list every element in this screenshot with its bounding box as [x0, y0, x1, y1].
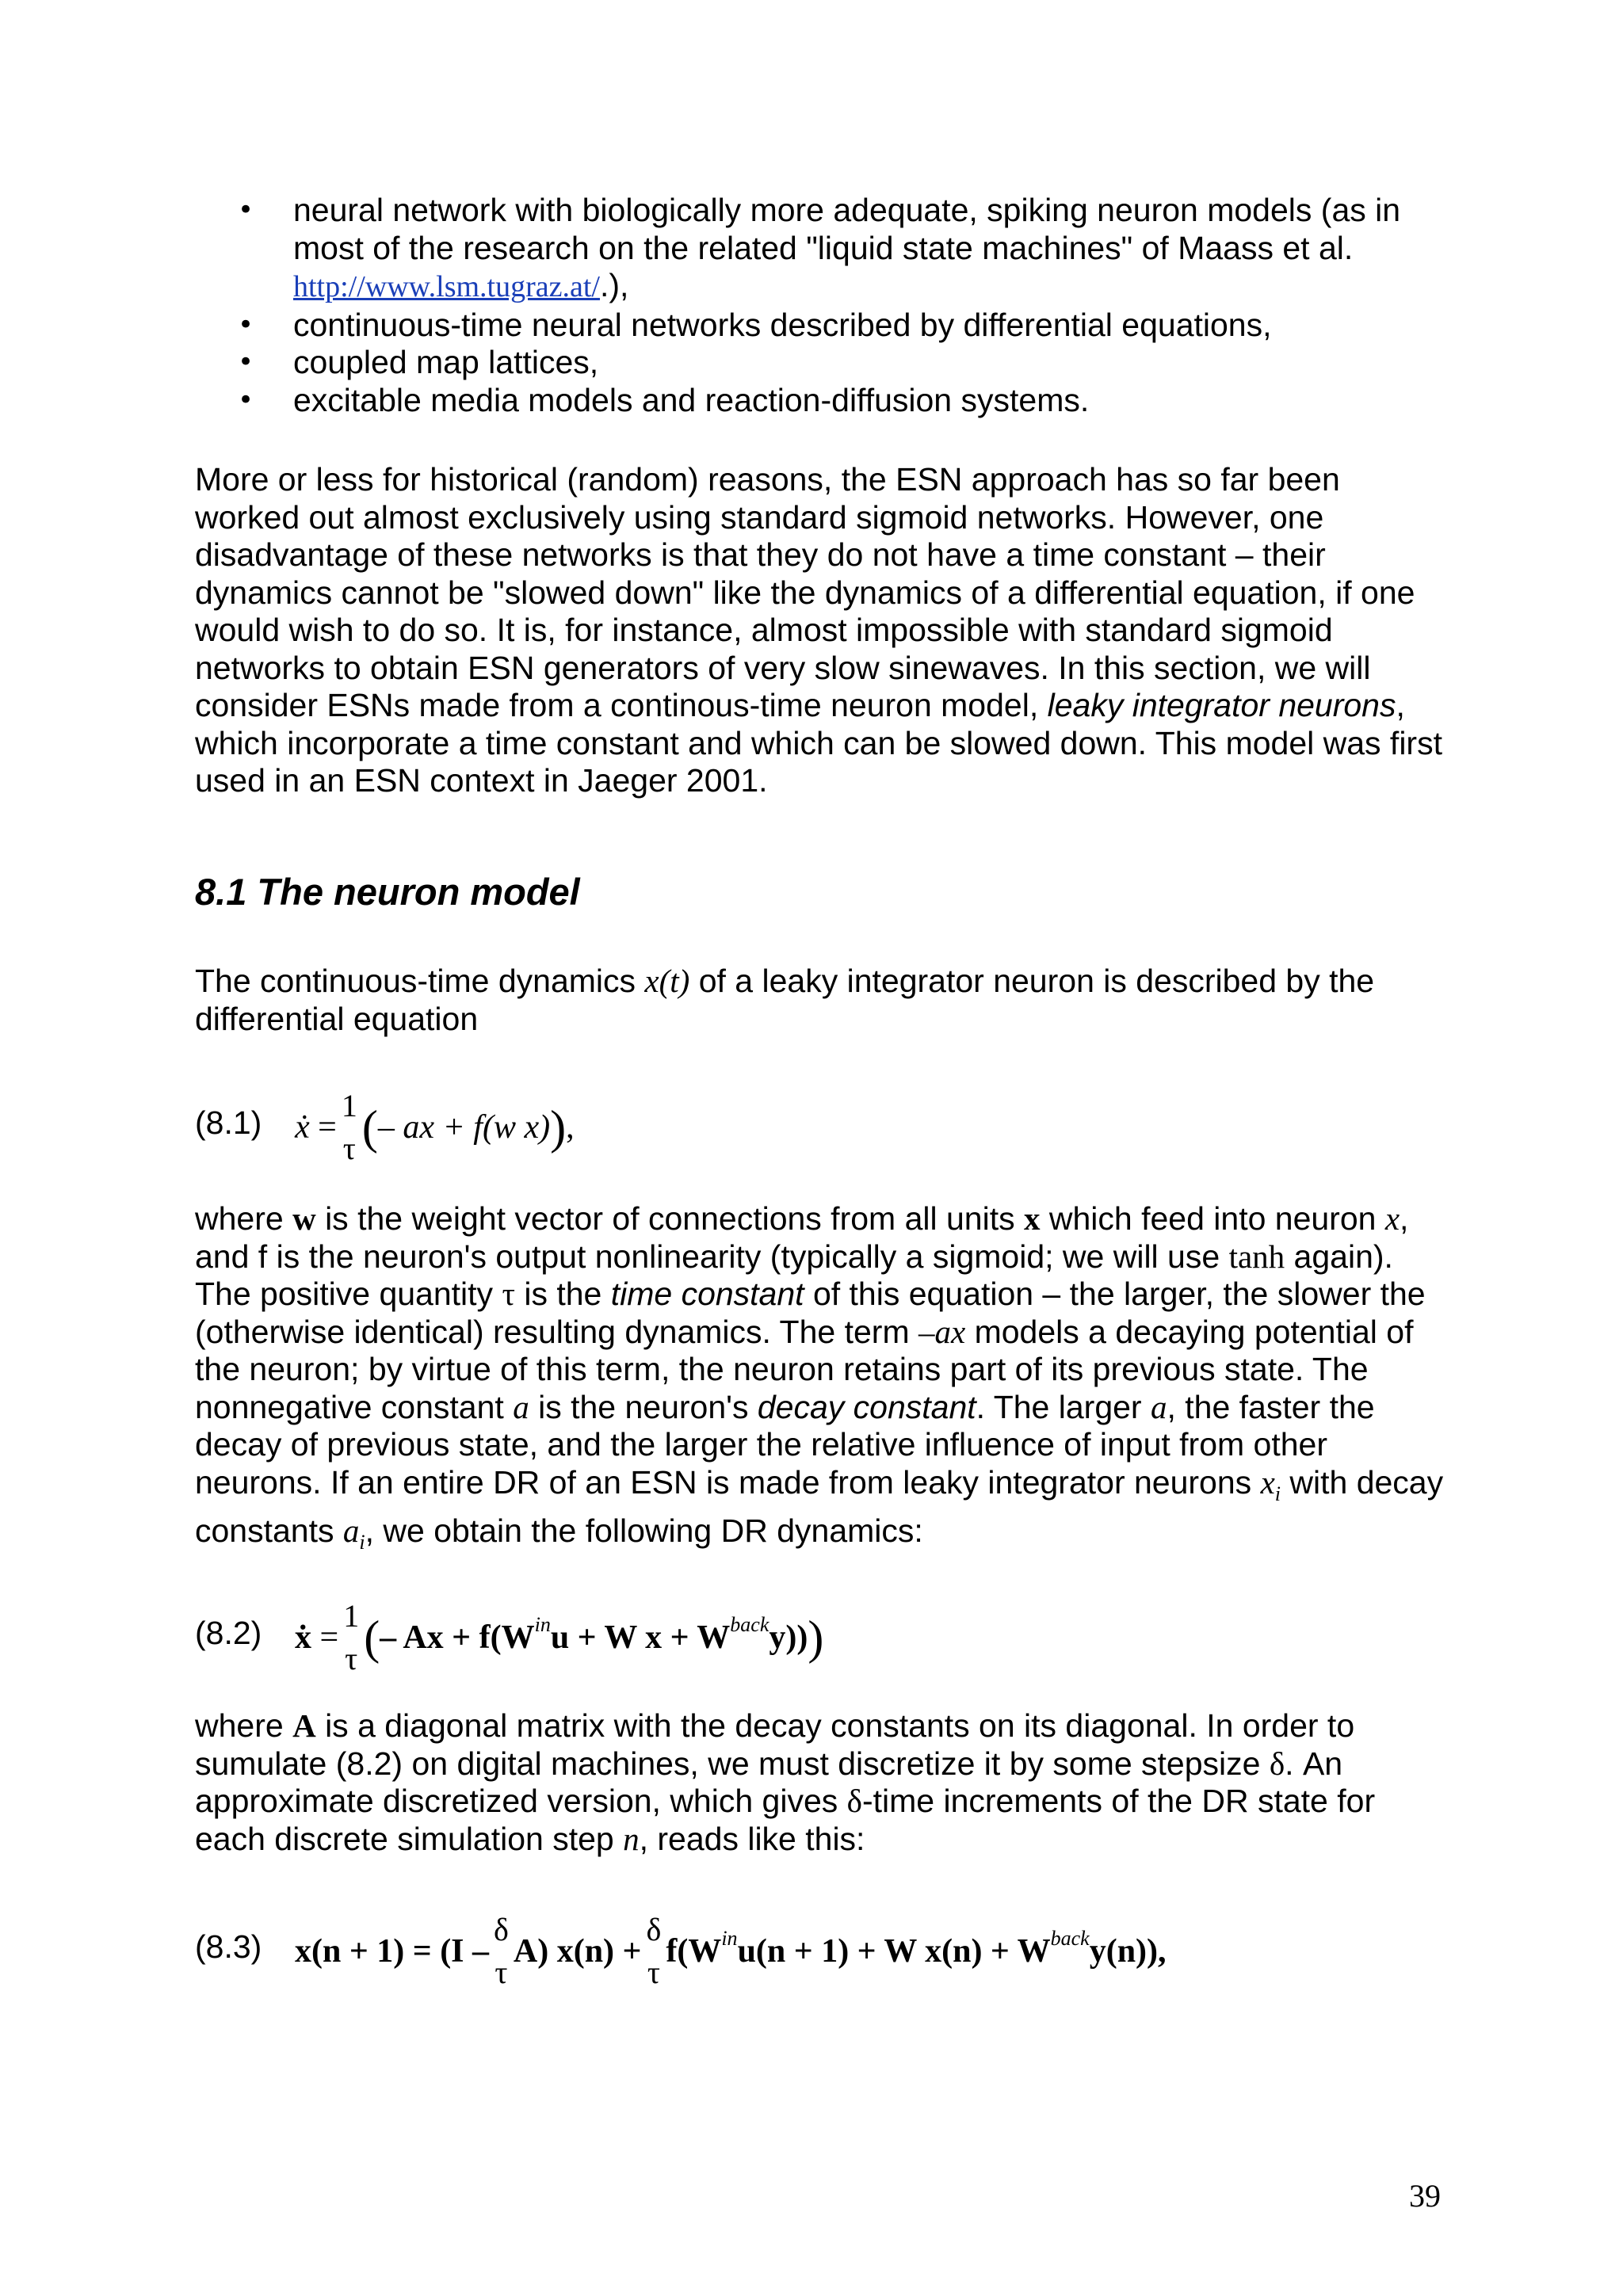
paragraph-historical [195, 461, 1447, 800]
equation-8-2 [195, 1586, 1447, 1689]
list-item [238, 307, 1442, 345]
bullet-icon: • [238, 194, 254, 226]
equation-number: (8.1) [195, 1104, 262, 1141]
bullet-icon: • [238, 346, 254, 378]
math-symbol: ẋ [295, 1109, 310, 1146]
page-number: 39 [1409, 2178, 1441, 2214]
fraction: δ τ [646, 1912, 662, 1990]
text-run: The continuous-time dynamics [195, 963, 645, 999]
math-symbol: = [318, 1109, 337, 1146]
equation-body: ẋ = 1 τ ( – ax + f(w x) ) , [295, 1088, 575, 1166]
paragraph-dynamics [195, 963, 1447, 1038]
equation-body: ẋ = 1 τ ( – Ax + f(W in u + W x + W back y)) ) [295, 1598, 824, 1676]
equation-number: (8.2) [195, 1615, 262, 1651]
list-item [238, 382, 1442, 420]
bullet-list [238, 192, 1442, 419]
bullet-text: continuous-time neural networks described by differential equations, [293, 306, 1272, 343]
bullet-text-after: .), [599, 267, 629, 303]
text-run: of a leaky integrator neuron is described by the differential equation [195, 963, 1375, 1037]
math-expression: – ax + f(w x) [377, 1109, 551, 1146]
list-item [238, 192, 1442, 307]
text-run: , which incorporate a time constant and which can be slowed down. This model was first used in an ESN context in Jaeger 2001. [195, 687, 1442, 799]
bullet-text: coupled map lattices, [293, 344, 599, 380]
bullet-icon: • [238, 383, 254, 416]
fraction: 1 τ [343, 1598, 360, 1676]
fraction: δ τ [494, 1912, 509, 1990]
equation-number: (8.3) [195, 1928, 262, 1965]
list-item [238, 344, 1442, 382]
paragraph-discretization: where A is a diagonal matrix with the decay constants on its diagonal. In order to sumulate (8.2) on digital machines, we must discretize it by some stepsize δ. An approximate discretized version, which gives δ-time increments of the DR state for each discrete simulation step n, reads like this: [195, 1707, 1376, 1857]
inline-math: x(t) [644, 963, 690, 999]
equation-8-3 [195, 1900, 1447, 2003]
fraction: 1 τ [341, 1088, 357, 1166]
emphasis-text: leaky integrator neurons [1047, 687, 1396, 723]
paragraph-explanation: where w is the weight vector of connections from all units x which feed into neuron x, and f is the neuron's output nonlinearity (typically a sigmoid; we will use tanh again). The positive quantity τ is the time constant of this equation – the larger, the slower the (otherwise identical) resulting dynamics. The term –ax models a decaying potential of the neuron; by virtue of this term, the neuron retains part of its previous state. The nonnegative constant a is the neuron's decay constant. The larger a, the faster the decay of previous state, and the larger the relative influence of input from other neurons. If an entire DR of an ESN is made from leaky integrator neurons $x_i$ with decay constants $a_i$, we obtain the following DR dynamics: [195, 1200, 1444, 1554]
bullet-text: excitable media models and reaction-diffusion systems. [293, 381, 1090, 418]
lsm-link[interactable]: http://www.lsm.tugraz.at/ [293, 270, 600, 303]
text-run: More or less for historical (random) reasons, the ESN approach has so far been worked out almost exclusively using standard sigmoid networks. However, one disadvantage of these networks is that they do not have a time constant – their dynamics cannot be "slowed down" like the dynamics of a differential equation, if one would wish to do so. It is, for instance, almost impossible with standard sigmoid networks to obtain ESN generators of very slow sinewaves. In this section, we will consider ESNs made from a continous-time neuron model, [195, 461, 1415, 723]
bullet-text: neural network with biologically more adequate, spiking neuron models (as in most of the research on the related "liquid state machines" of Maass et al. [293, 192, 1401, 266]
equation-body: x(n + 1) = (I – δ τ A) x(n) + δ τ f(W in u(n + 1) + W x(n) + W back y(n)), [295, 1912, 1167, 1990]
bullet-icon: • [238, 308, 254, 341]
section-heading: 8.1 The neuron model [195, 871, 580, 913]
equation-8-1 [195, 1076, 1447, 1179]
